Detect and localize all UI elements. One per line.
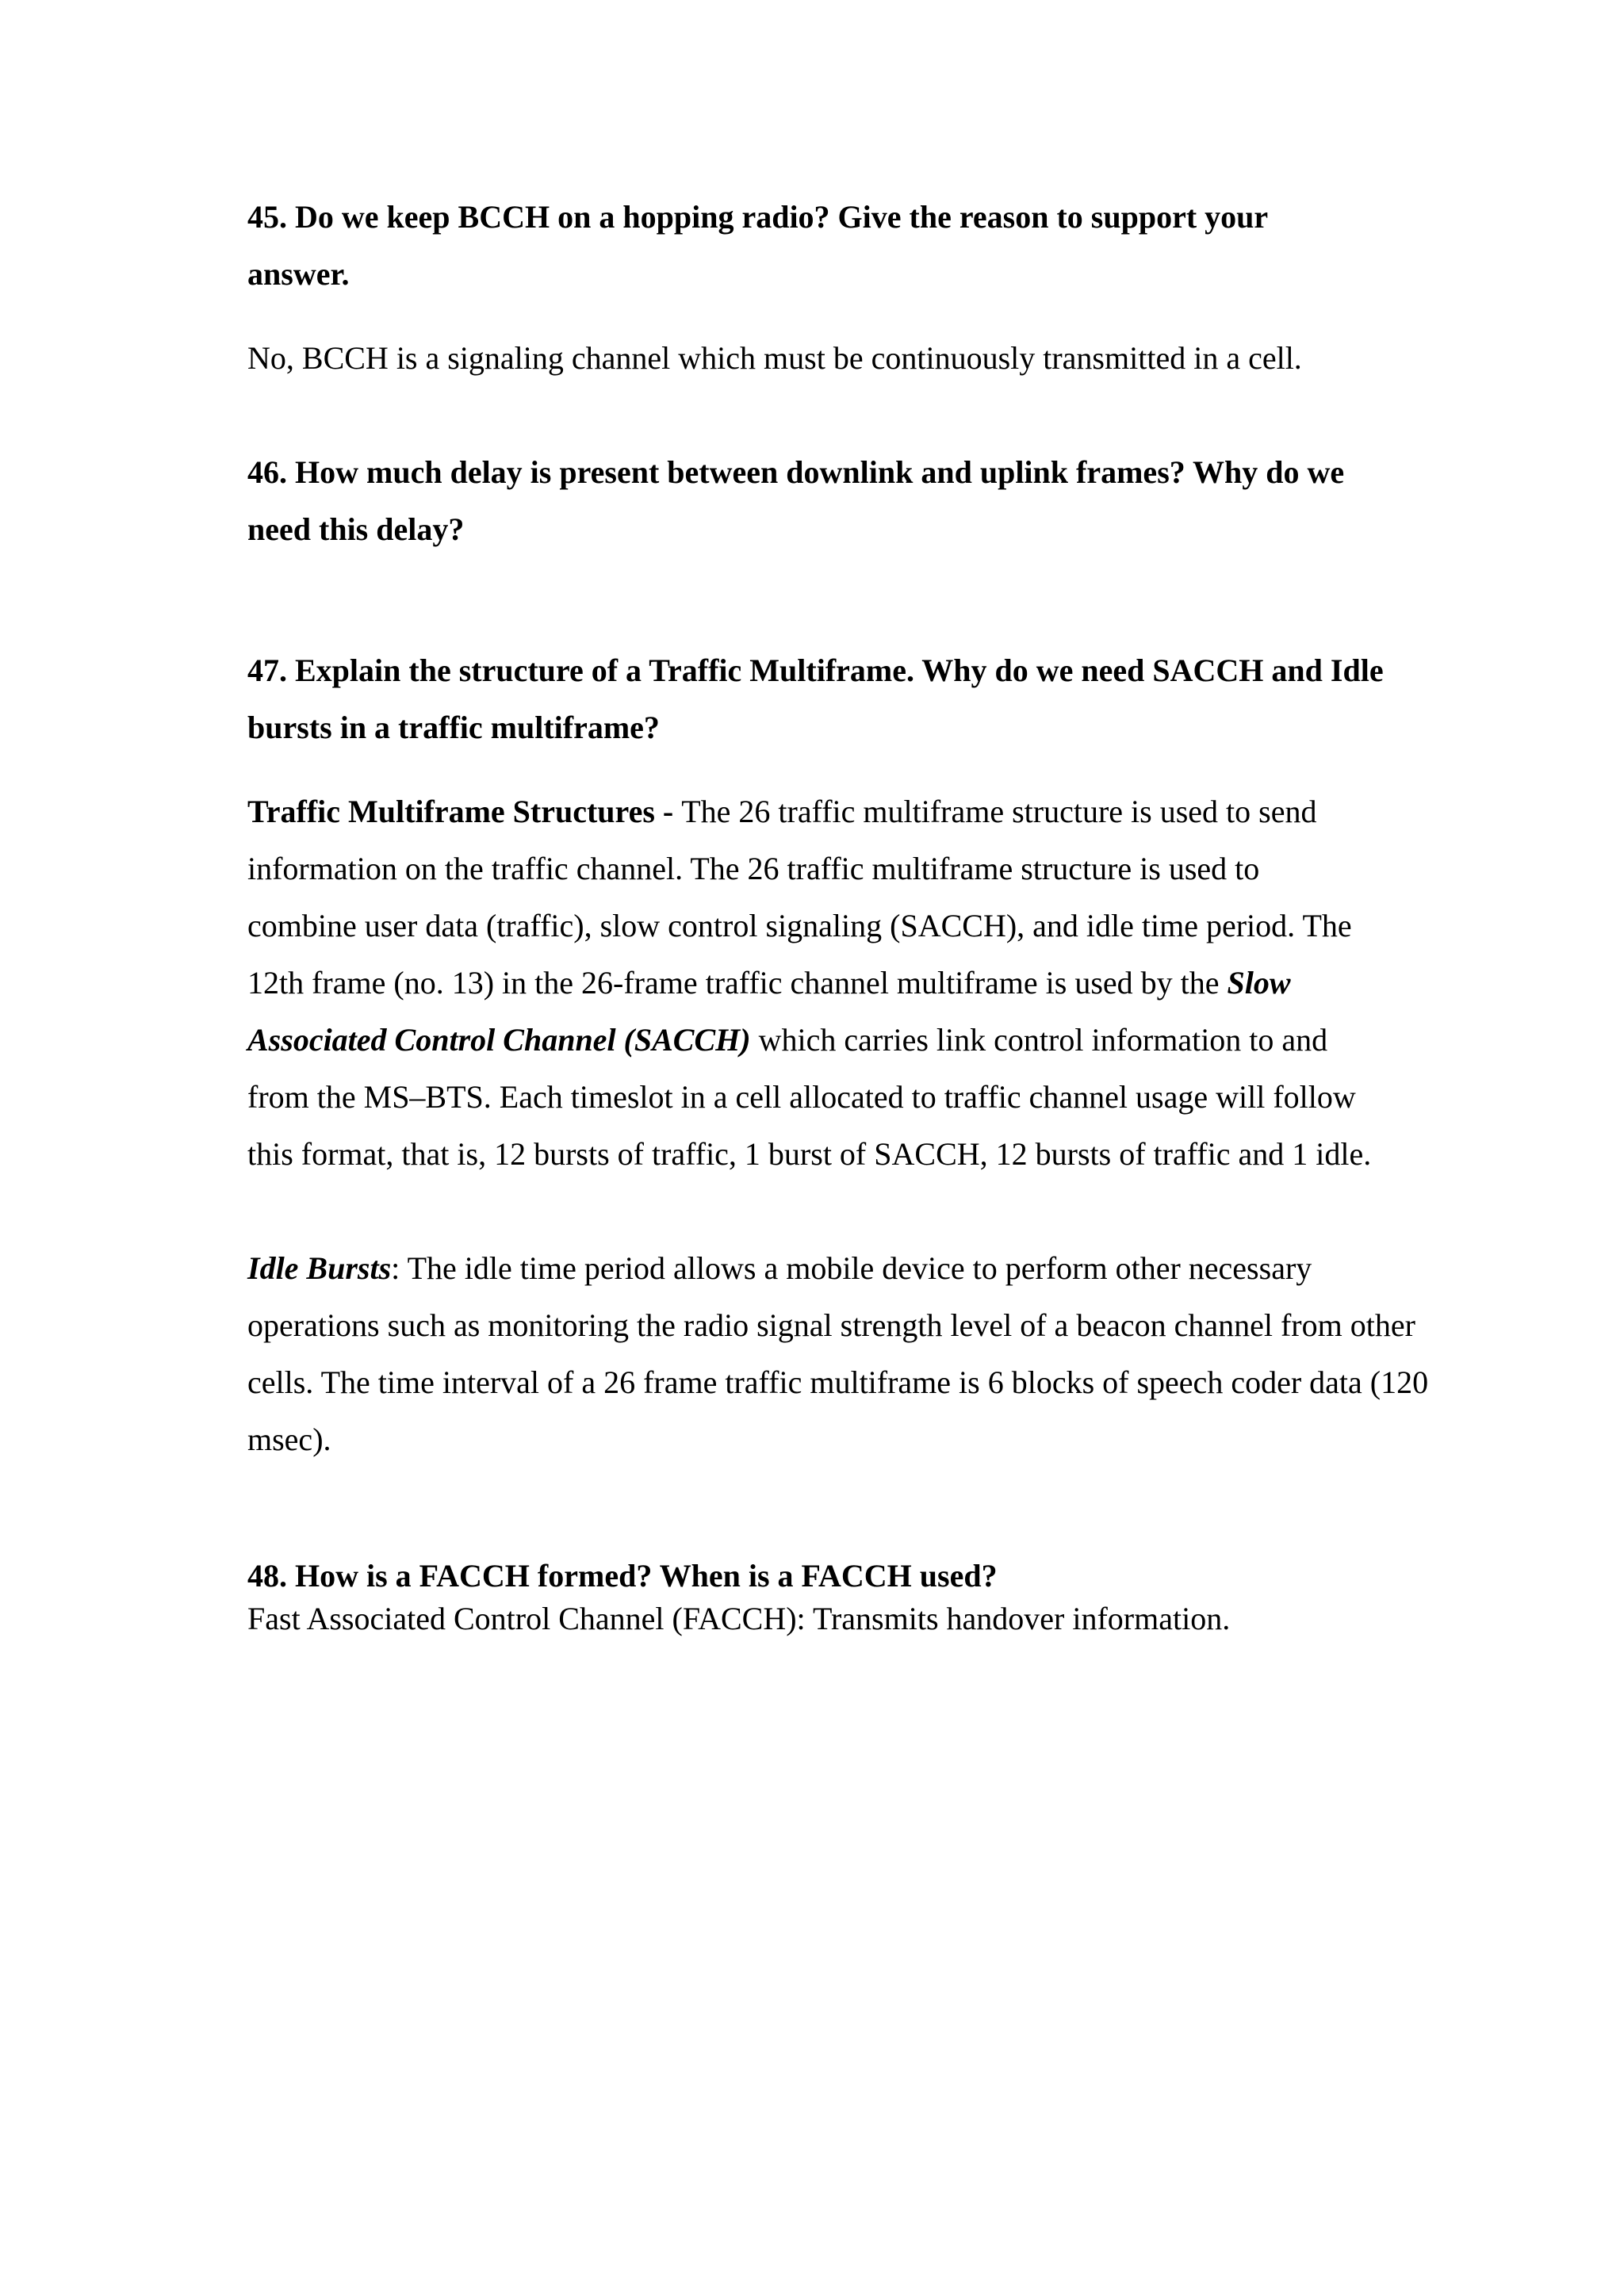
answer-45: No, BCCH is a signaling channel which must be continuously transmitted in a cell. [247, 340, 1302, 376]
answer-47-traffic-multiframe [247, 783, 1373, 1183]
question-48: 48. How is a FACCH formed? When is a FACCH used? [247, 1558, 998, 1594]
sacch-term: Slow Associated Control Channel (SACCH) [247, 965, 1291, 1058]
question-47: 47. Explain the structure of a Traffic Multiframe. Why do we need SACCH and Idle bursts in a traffic multiframe? [247, 652, 1384, 745]
answer-47-idle-bursts [247, 1240, 1437, 1468]
traffic-multiframe-heading: Traffic Multiframe Structures - [247, 794, 682, 829]
question-45: 45. Do we keep BCCH on a hopping radio? Give the reason to support your answer. [247, 199, 1268, 292]
idle-bursts-term: Idle Bursts [247, 1250, 392, 1286]
answer-48: Fast Associated Control Channel (FACCH): Transmits handover information. [247, 1601, 1231, 1636]
question-46: 46. How much delay is present between downlink and uplink frames? Why do we need this delay? [247, 454, 1345, 547]
traffic-multiframe-text-a: The 26 traffic multiframe structure is used to send information on the traffic channel. The 26 traffic multiframe structure is used to combine user data (traffic), slow control signaling (SACCH), and idle time period. The 12th frame (no. 13) in the 26-frame traffic channel multiframe is used by the [247, 794, 1352, 1001]
traffic-multiframe-text-b: which carries link control information to and from the MS–BTS. Each timeslot in a cell allocated to traffic channel usage will follow this format, that is, 12 bursts of traffic, 1 burst of SACCH, 12 bursts of traffic and 1 idle. [247, 1022, 1372, 1172]
idle-bursts-text: : The idle time period allows a mobile device to perform other necessary operations such as monitoring the radio signal strength level of a beacon channel from other cells. The time interval of a 26 frame traffic multiframe is 6 blocks of speech coder data (120 msec). [247, 1250, 1429, 1457]
